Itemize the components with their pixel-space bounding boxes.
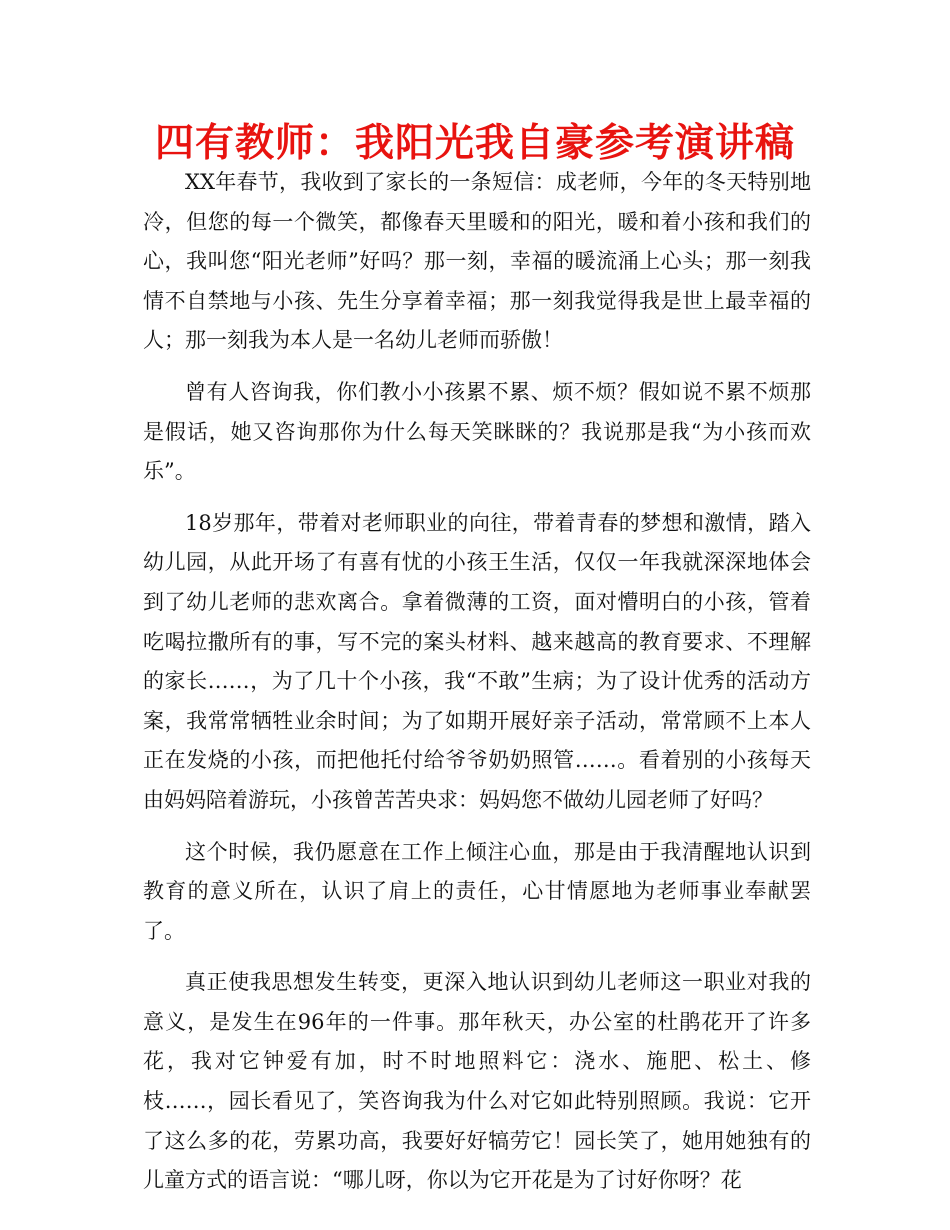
paragraph-1: XX年春节，我收到了家长的一条短信：成老师，今年的冬天特别地冷，但您的每一个微笑，都像春天里暖和的阳光，暖和着小孩和我们的心，我叫您“阳光老师”好吗？那一刻，幸福的暖流涌上心头；那一刻我情不自禁地与小孩、先生分享着幸福；那一刻我觉得我是世上最幸福的人；那一刻我为本人是一名幼儿老师而骄傲！ (143, 170, 811, 353)
paragraph-4: 这个时候，我仍愿意在工作上倾注心血，那是由于我清醒地认识到教育的意义所在，认识了肩上的责任，心甘情愿地为老师事业奉献罢了。 (143, 839, 811, 943)
paragraph-5: 真正使我思想发生转变，更深入地认识到幼儿老师这一职业对我的意义，是发生在96年的一件事。那年秋天，办公室的杜鹃花开了许多花，我对它钟爱有加，时不时地照料它：浇水、施肥、松土、修枝……，园长看见了，笑咨询我为什么对它如此特别照顾。我说：它开了这么多的花，劳累功高，我要好好犒劳它！园长笑了，她用她独有的儿童方式的语言说：“哪儿呀，你以为它开花是为了讨好你呀？花 (143, 970, 811, 1193)
document-body (143, 163, 811, 1201)
paragraph-3: 18岁那年，带着对老师职业的向往，带着青春的梦想和激情，踏入幼儿园，从此开场了有喜有忧的小孩王生活，仅仅一年我就深深地体会到了幼儿老师的悲欢离合。拿着微薄的工资，面对懵明白的小孩，管着吃喝拉撒所有的事，写不完的案头材料、越来越高的教育要求、不理解的家长……，为了几十个小孩，我“不敢”生病；为了设计优秀的活动方案，我常常牺牲业余时间；为了如期开展好亲子活动，常常顾不上本人正在发烧的小孩，而把他托付给爷爷奶奶照管……。看着别的小孩每天由妈妈陪着游玩，小孩曾苦苦央求：妈妈您不做幼儿园老师了好吗？ (143, 510, 811, 812)
paragraph-2: 曾有人咨询我，你们教小小孩累不累、烦不烦？假如说不累不烦那是假话，她又咨询那你为什么每天笑眯眯的？我说那是我“为小孩而欢乐”。 (143, 379, 811, 484)
document-title: 四有教师：我阳光我自豪参考演讲稿 (154, 121, 795, 166)
